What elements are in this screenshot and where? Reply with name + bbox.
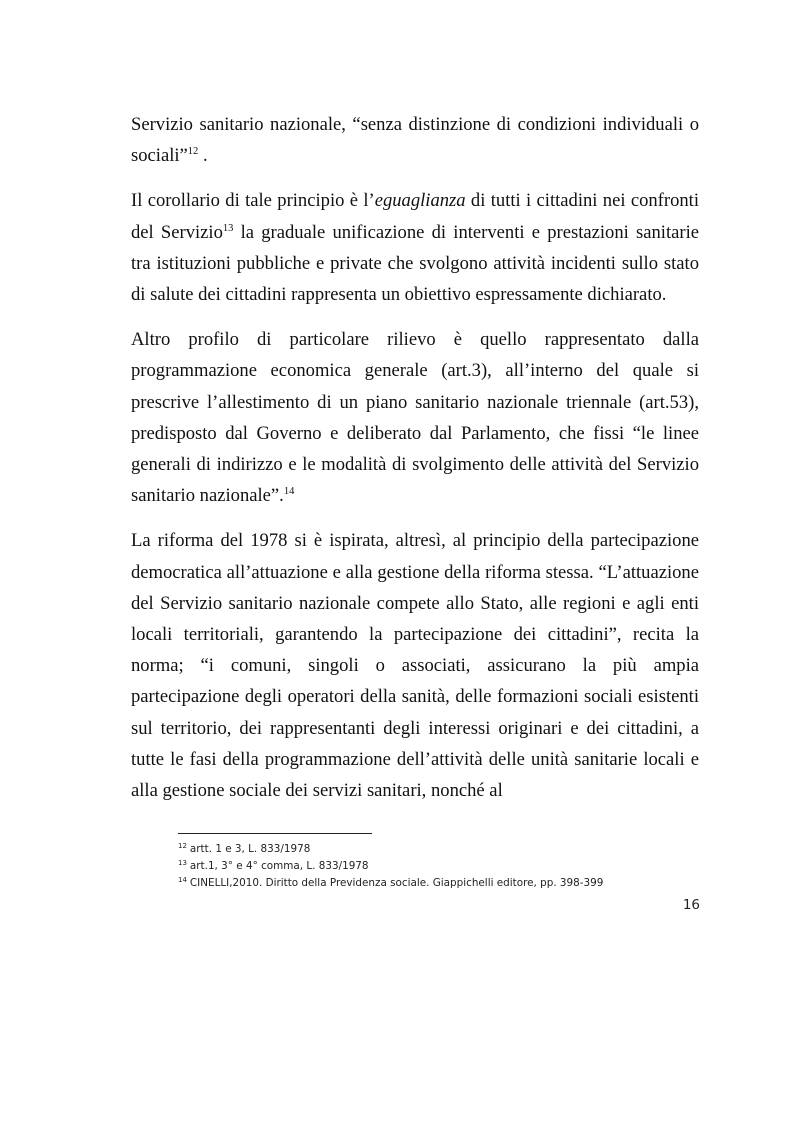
paragraph-1 <box>131 109 699 171</box>
paragraph-2-text-b: di tutti i cittadini nei confronti del Servizio <box>131 190 699 243</box>
paragraph-2 <box>131 185 699 310</box>
paragraph-2-text-a: Il corollario di tale principio è l’ <box>131 190 375 212</box>
footnote-ref-13[interactable]: 13 <box>222 222 234 234</box>
footnote-text: CINELLI,2010. Diritto della Previdenza sociale. Giappichelli editore, pp. 398-399 <box>189 877 604 889</box>
footnote-ref-14[interactable]: 14 <box>283 486 295 498</box>
page-number: 16 <box>682 897 700 913</box>
footnote-text: artt. 1 e 3, L. 833/1978 <box>189 843 311 855</box>
footnote-number: 13 <box>178 858 187 867</box>
paragraph-4 <box>131 525 699 806</box>
footnote-number: 12 <box>178 841 187 850</box>
paragraph-1-end: . <box>198 145 208 167</box>
footnote-separator <box>178 833 372 834</box>
paragraph-3-text: Altro profilo di particolare rilievo è quello rappresentato dalla programmazione economica generale (art.3), all’interno del quale si prescrive l’allestimento di un piano sanitario nazionale triennale (art.53), predisposto dal Governo e deliberato dal Parlamento, che fissi “le linee generali di indirizzo e le modalità di svolgimento delle attività del Servizio sanitario nazionale”. <box>131 329 699 507</box>
paragraph-3 <box>131 324 699 511</box>
footnote-number: 14 <box>178 875 187 884</box>
body-text <box>131 109 699 820</box>
footnote-ref-12[interactable]: 12 <box>187 146 199 158</box>
footnotes <box>178 841 698 892</box>
footnote-14 <box>178 875 698 892</box>
paragraph-4-text: La riforma del 1978 si è ispirata, altresì, al principio della partecipazione democratica all’attuazione e alla gestione della riforma stessa. “L’attuazione del Servizio sanitario nazionale compete allo Stato, alle regioni e agli enti locali territoriali, garantendo la partecipazione dei cittadini”, recita la norma; “i comuni, singoli o associati, assicurano la più ampia partecipazione degli operatori della sanità, delle formazioni sociali esistenti sul territorio, dei rappresentanti degli interessi originari e dei cittadini, a tutte le fasi della programmazione dell’attività delle unità sanitarie locali e alla gestione sociale dei servizi sanitari, nonché al <box>131 530 699 802</box>
paragraph-1-text: Servizio sanitario nazionale, “senza distinzione di condizioni individuali o sociali” <box>131 114 699 167</box>
footnote-12 <box>178 841 698 858</box>
footnote-13 <box>178 858 698 875</box>
paragraph-2-text-c: la graduale unificazione di interventi e prestazioni sanitarie tra istituzioni pubbliche e private che svolgono attività incidenti sullo stato di salute dei cittadini rappresenta un obiettivo espressamente dichiarato. <box>131 221 700 306</box>
footnote-text: art.1, 3° e 4° comma, L. 833/1978 <box>189 860 369 872</box>
emphasis-eguaglianza: eguaglianza <box>374 190 466 212</box>
